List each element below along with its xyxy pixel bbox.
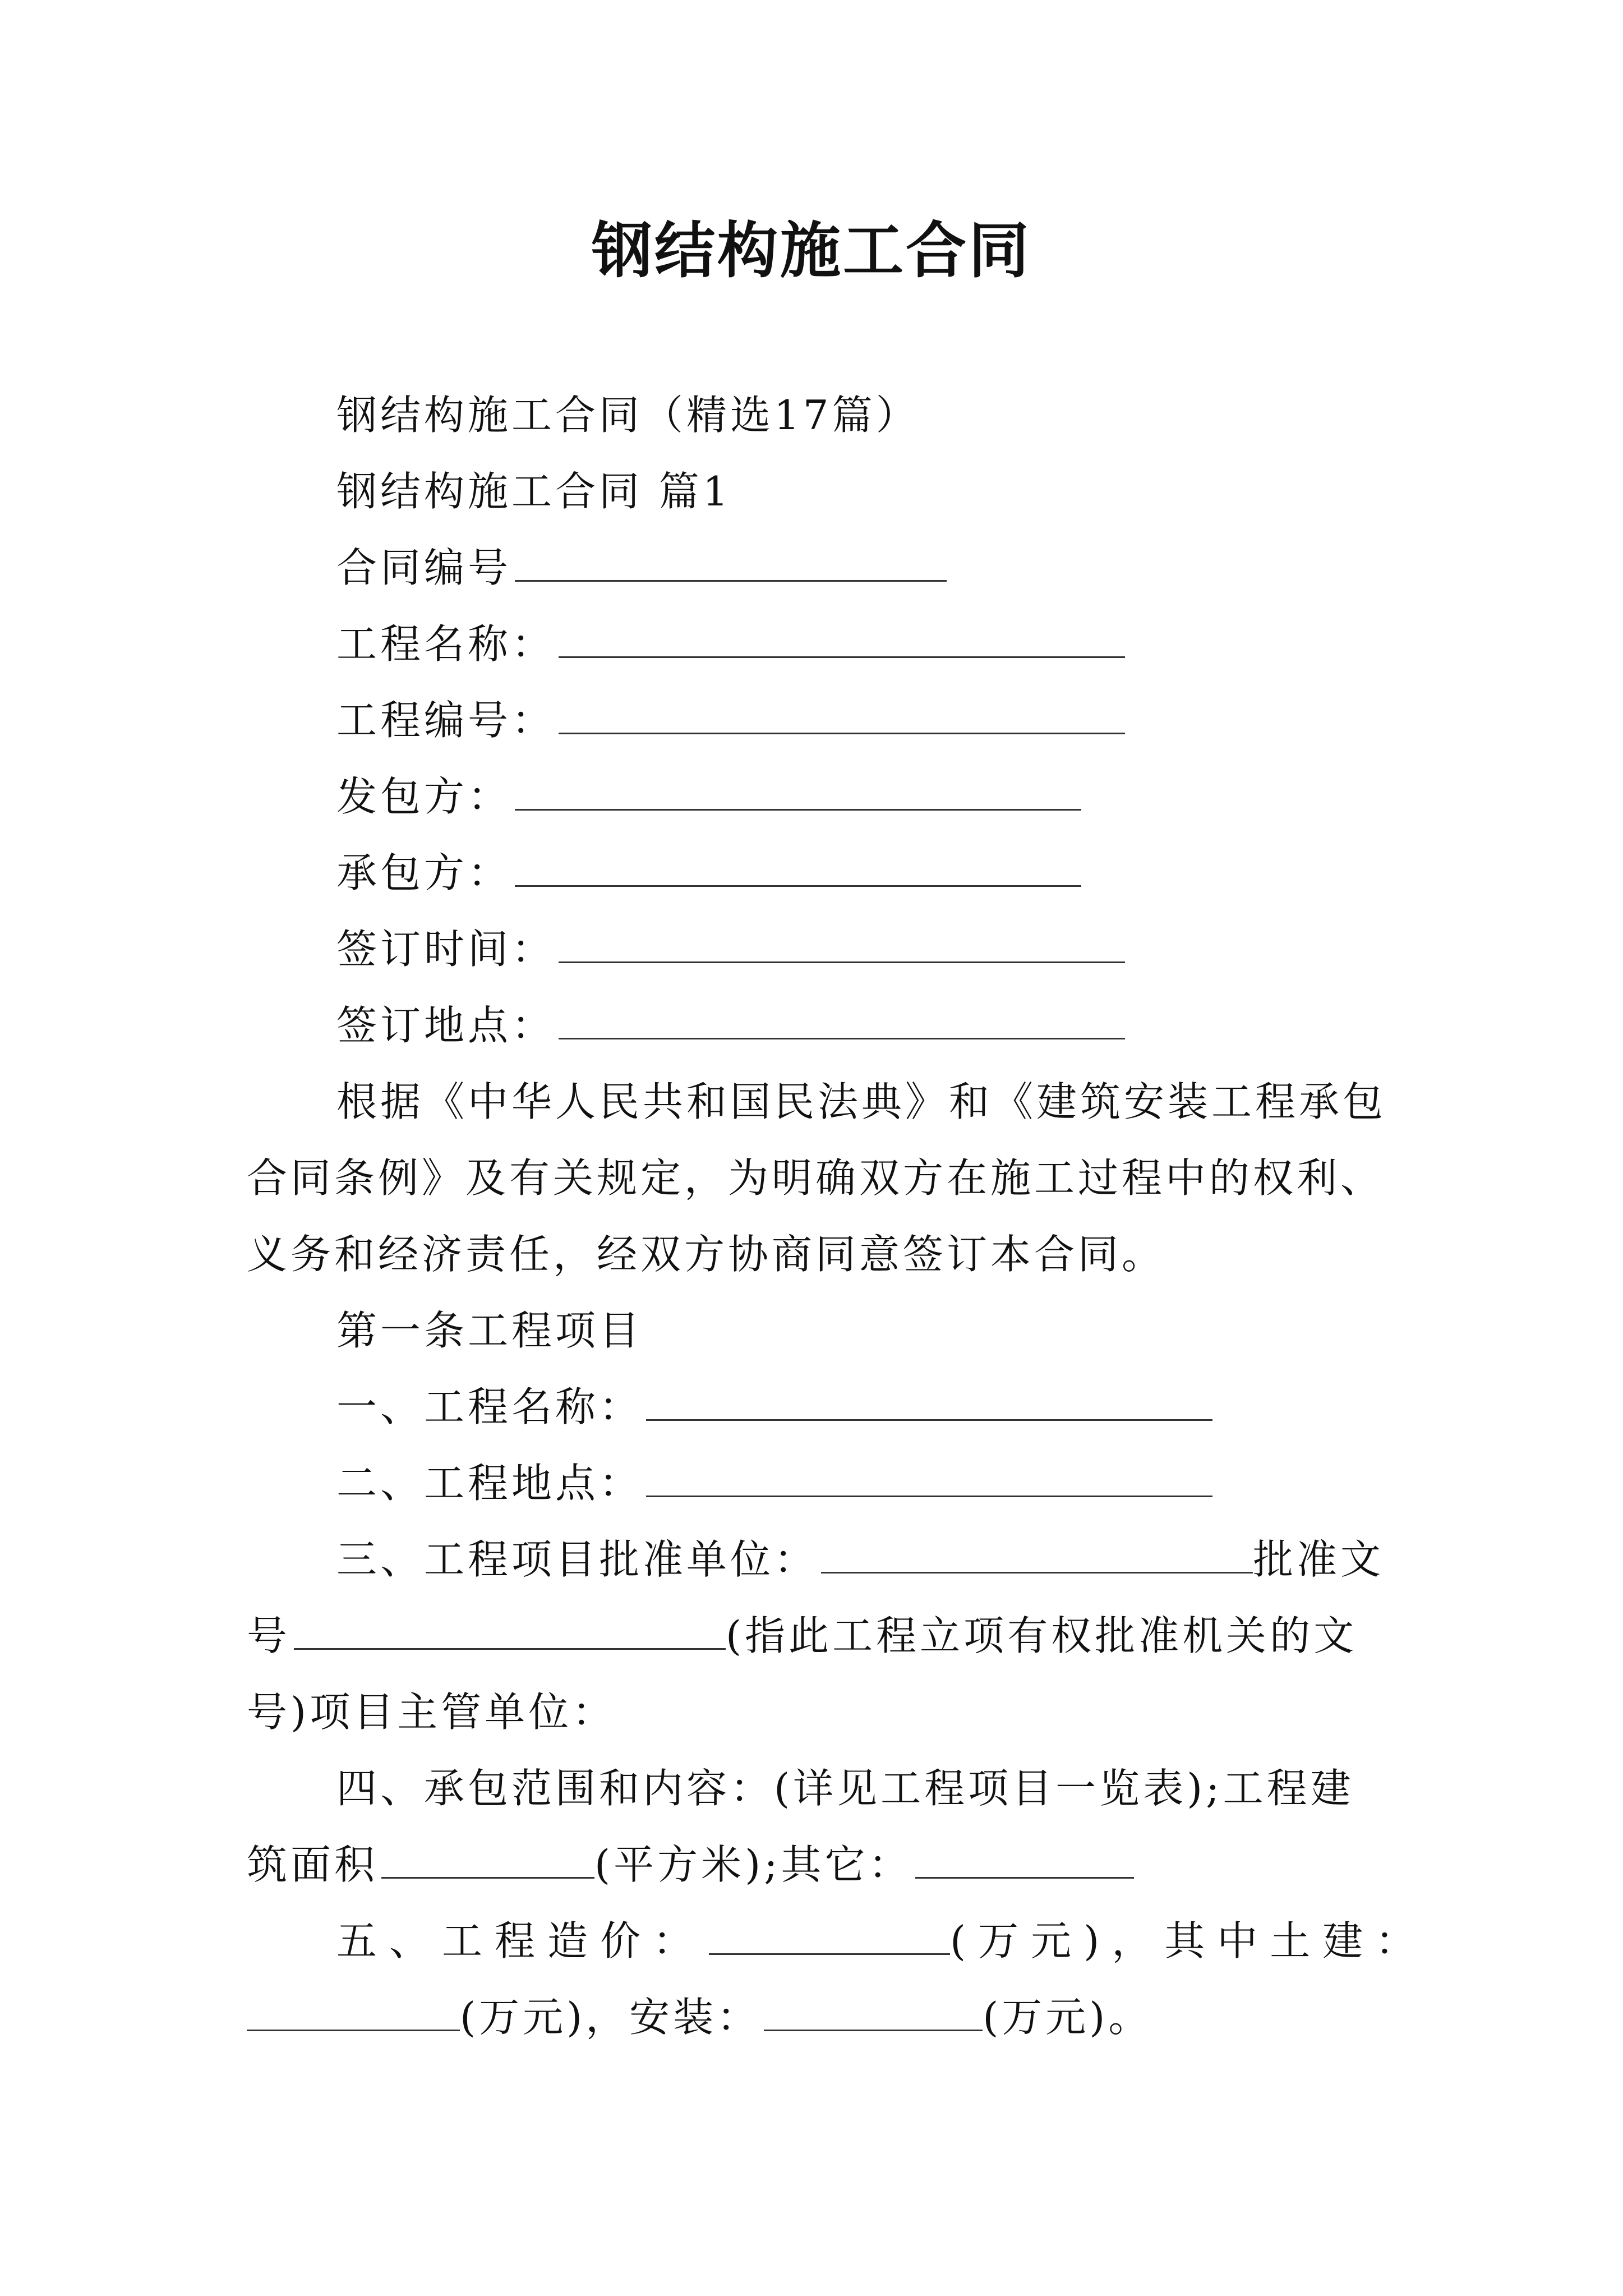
item-text: (万元)，安装： [460, 1994, 761, 2041]
item-text: 筑面积 [247, 1841, 379, 1888]
field-project-name [336, 616, 1125, 672]
fill-blank [764, 1994, 983, 2031]
preamble-line-3: 义务和经济责任，经双方协商同意签订本合同。 [247, 1231, 1166, 1278]
field-label: 签订时间： [336, 926, 556, 973]
fill-blank [559, 926, 1125, 963]
article-item-5 [336, 1913, 1428, 1969]
field-contract-no [336, 540, 947, 596]
article-item-1 [336, 1379, 1212, 1435]
item-text: 号 [247, 1612, 291, 1659]
field-label: 合同编号 [336, 544, 512, 591]
article-item-2 [336, 1455, 1212, 1511]
fill-blank [559, 620, 1125, 658]
item-text: (指此工程立项有权批准机关的文 [726, 1612, 1358, 1659]
preamble-line-2: 合同条例》及有关规定，为明确双方在施工过程中的权利、 [247, 1154, 1385, 1202]
fill-blank [381, 1841, 594, 1879]
article-item-5-cont [247, 1989, 1152, 2045]
fill-blank [559, 1002, 1125, 1039]
fill-blank [821, 1536, 1253, 1573]
article-item-3 [336, 1531, 1384, 1588]
fill-blank [247, 1994, 460, 2031]
field-label: 工程名称： [336, 620, 556, 668]
field-label: 工程编号： [336, 697, 556, 744]
item-text: (平方米);其它： [594, 1841, 912, 1888]
article-item-4: 四、承包范围和内容：(详见工程项目一览表);工程建 [336, 1765, 1354, 1812]
item-label: 二、工程地点： [336, 1460, 643, 1507]
field-label: 发包方： [336, 773, 512, 820]
item-label: 三、工程项目批准单位： [336, 1536, 818, 1583]
article-item-3-end: 号)项目主管单位： [247, 1688, 616, 1736]
document-title: 钢结构施工合同 [591, 216, 1031, 286]
fill-blank [515, 849, 1081, 887]
fill-blank [646, 1460, 1212, 1497]
field-sign-time [336, 921, 1125, 977]
fill-blank [559, 697, 1125, 734]
field-project-no [336, 692, 1125, 748]
article-item-4-cont [247, 1837, 1134, 1893]
item-text: (万元)。 [983, 1994, 1152, 2041]
item-text: 批准文 [1253, 1536, 1385, 1583]
preamble-line-1: 根据《中华人民共和国民法典》和《建筑安装工程承包 [336, 1078, 1387, 1125]
article-item-3-cont [247, 1608, 1357, 1664]
fill-blank [515, 773, 1081, 811]
item-text: (万元)，其中土建： [950, 1917, 1428, 1964]
field-sign-place [336, 997, 1125, 1053]
field-contractor [336, 845, 1081, 901]
article-heading: 第一条工程项目 [336, 1307, 643, 1354]
field-label: 签订地点： [336, 1002, 556, 1049]
fill-blank [915, 1841, 1134, 1879]
item-label: 五、工程造价： [336, 1917, 706, 1964]
fill-blank [709, 1917, 950, 1955]
field-label: 承包方： [336, 849, 512, 896]
section-heading: 钢结构施工合同 篇1 [336, 468, 732, 515]
fill-blank [515, 544, 947, 582]
field-employer [336, 769, 1081, 825]
item-label: 一、工程名称： [336, 1383, 643, 1430]
fill-blank [646, 1383, 1212, 1421]
document-subtitle: 钢结构施工合同（精选17篇） [336, 392, 920, 439]
fill-blank [294, 1612, 726, 1650]
